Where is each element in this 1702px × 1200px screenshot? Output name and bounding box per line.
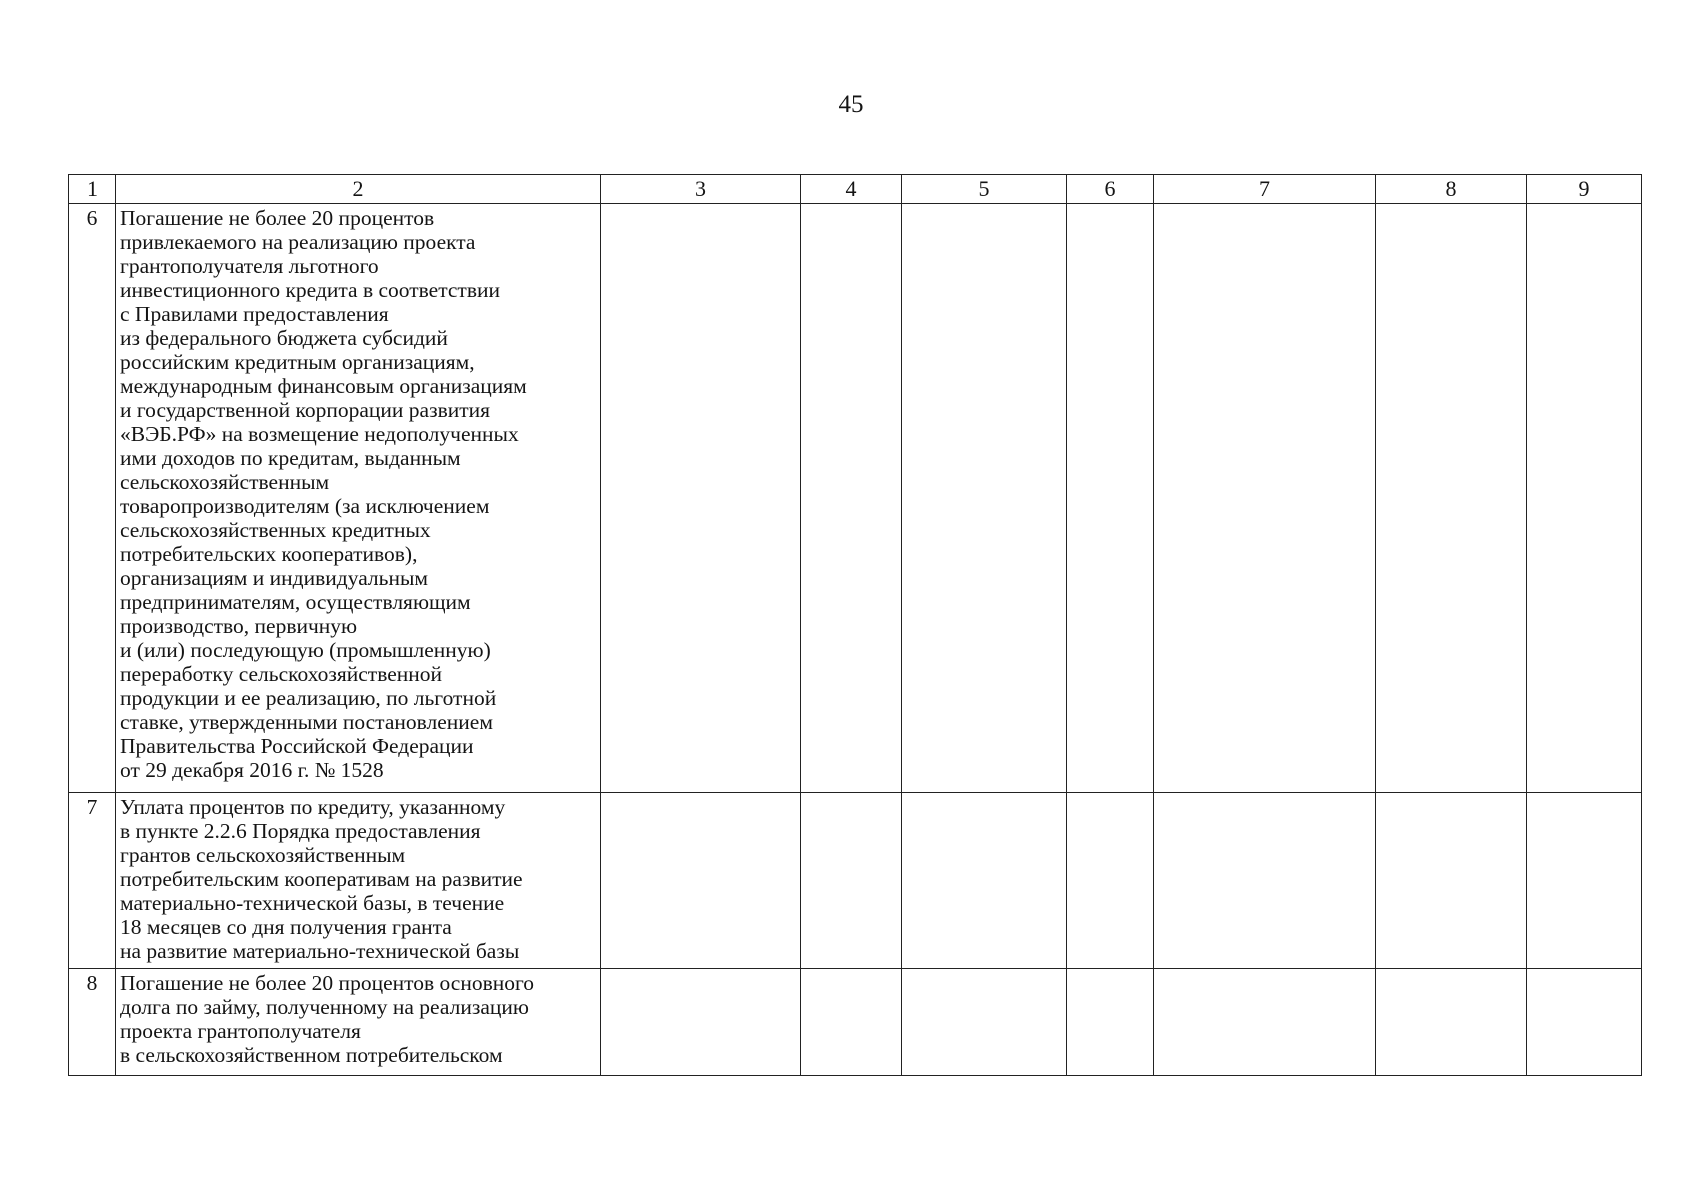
text-line: потребительским кооперативам на развитие	[120, 867, 523, 891]
text-line: материально-технической базы, в течение	[120, 891, 505, 915]
text-line: из федерального бюджета субсидий	[120, 326, 448, 350]
column-header: 7	[1154, 175, 1376, 204]
row-number: 6	[86, 206, 98, 230]
column-header: 2	[116, 175, 601, 204]
text-line: российским кредитным организациям,	[120, 350, 475, 374]
text-line: ставке, утвержденными постановлением	[120, 710, 493, 734]
text-line: 18 месяцев со дня получения гранта	[120, 915, 452, 939]
text-line: инвестиционного кредита в соответствии	[120, 278, 500, 302]
text-line: сельскохозяйственным	[120, 470, 330, 494]
text-line: Погашение не более 20 процентов основного	[120, 971, 535, 995]
column-header: 4	[801, 175, 902, 204]
table-row	[69, 793, 1642, 969]
empty-cell	[1376, 793, 1527, 969]
text-line: в пункте 2.2.6 Порядка предоставления	[120, 819, 481, 843]
table-row	[69, 969, 1642, 1076]
text-line: проекта грантополучателя	[120, 1019, 361, 1043]
text-line: Уплата процентов по кредиту, указанному	[120, 795, 506, 819]
text-line: переработку сельскохозяйственной	[120, 662, 443, 686]
empty-cell	[1154, 969, 1376, 1076]
text-line: с Правилами предоставления	[120, 302, 389, 326]
table-row	[69, 204, 1642, 793]
text-line: Погашение не более 20 процентов	[120, 206, 435, 230]
text-line: товаропроизводителям (за исключением	[120, 494, 490, 518]
header-row	[69, 175, 1642, 204]
text-line: и государственной корпорации развития	[120, 398, 491, 422]
empty-cell	[801, 793, 902, 969]
column-header: 1	[69, 175, 116, 204]
row-number-cell	[69, 793, 116, 969]
row-text-cell	[116, 969, 601, 1076]
text-line: привлекаемого на реализацию проекта	[120, 230, 476, 254]
text-line: потребительских кооперативов),	[120, 542, 418, 566]
text-line: производство, первичную	[120, 614, 358, 638]
empty-cell	[801, 204, 902, 793]
data-table	[68, 174, 1642, 1076]
empty-cell	[1154, 204, 1376, 793]
row-number: 8	[86, 971, 98, 995]
row-text-cell	[116, 793, 601, 969]
text-line: и (или) последующую (промышленную)	[120, 638, 491, 662]
empty-cell	[1067, 793, 1154, 969]
page-number: 45	[838, 91, 864, 118]
text-line: на развитие материально-технической базы	[120, 939, 520, 963]
column-header: 9	[1527, 175, 1642, 204]
column-header: 5	[902, 175, 1067, 204]
empty-cell	[1527, 204, 1642, 793]
row-text-cell	[116, 204, 601, 793]
empty-cell	[801, 969, 902, 1076]
empty-cell	[1376, 969, 1527, 1076]
column-header: 8	[1376, 175, 1527, 204]
text-line: ими доходов по кредитам, выданным	[120, 446, 461, 470]
text-line: от 29 декабря 2016 г. № 1528	[120, 758, 384, 782]
empty-cell	[1527, 969, 1642, 1076]
text-line: «ВЭБ.РФ» на возмещение недополученных	[120, 422, 519, 446]
empty-cell	[601, 793, 801, 969]
empty-cell	[902, 793, 1067, 969]
row-number-cell	[69, 204, 116, 793]
empty-cell	[601, 204, 801, 793]
row-number: 7	[86, 795, 98, 819]
empty-cell	[1154, 793, 1376, 969]
empty-cell	[902, 969, 1067, 1076]
empty-cell	[1067, 204, 1154, 793]
empty-cell	[1376, 204, 1527, 793]
empty-cell	[601, 969, 801, 1076]
text-line: сельскохозяйственных кредитных	[120, 518, 431, 542]
empty-cell	[1067, 969, 1154, 1076]
text-line: Правительства Российской Федерации	[120, 734, 474, 758]
empty-cell	[902, 204, 1067, 793]
row-number-cell	[69, 969, 116, 1076]
text-line: предпринимателям, осуществляющим	[120, 590, 471, 614]
text-line: грантов сельскохозяйственным	[120, 843, 406, 867]
text-line: организациям и индивидуальным	[120, 566, 429, 590]
column-header: 3	[601, 175, 801, 204]
empty-cell	[1527, 793, 1642, 969]
text-line: продукции и ее реализацию, по льготной	[120, 686, 497, 710]
column-header: 6	[1067, 175, 1154, 204]
text-line: долга по займу, полученному на реализацию	[120, 995, 529, 1019]
text-line: международным финансовым организациям	[120, 374, 527, 398]
text-line: грантополучателя льготного	[120, 254, 379, 278]
text-line: в сельскохозяйственном потребительском	[120, 1043, 503, 1067]
